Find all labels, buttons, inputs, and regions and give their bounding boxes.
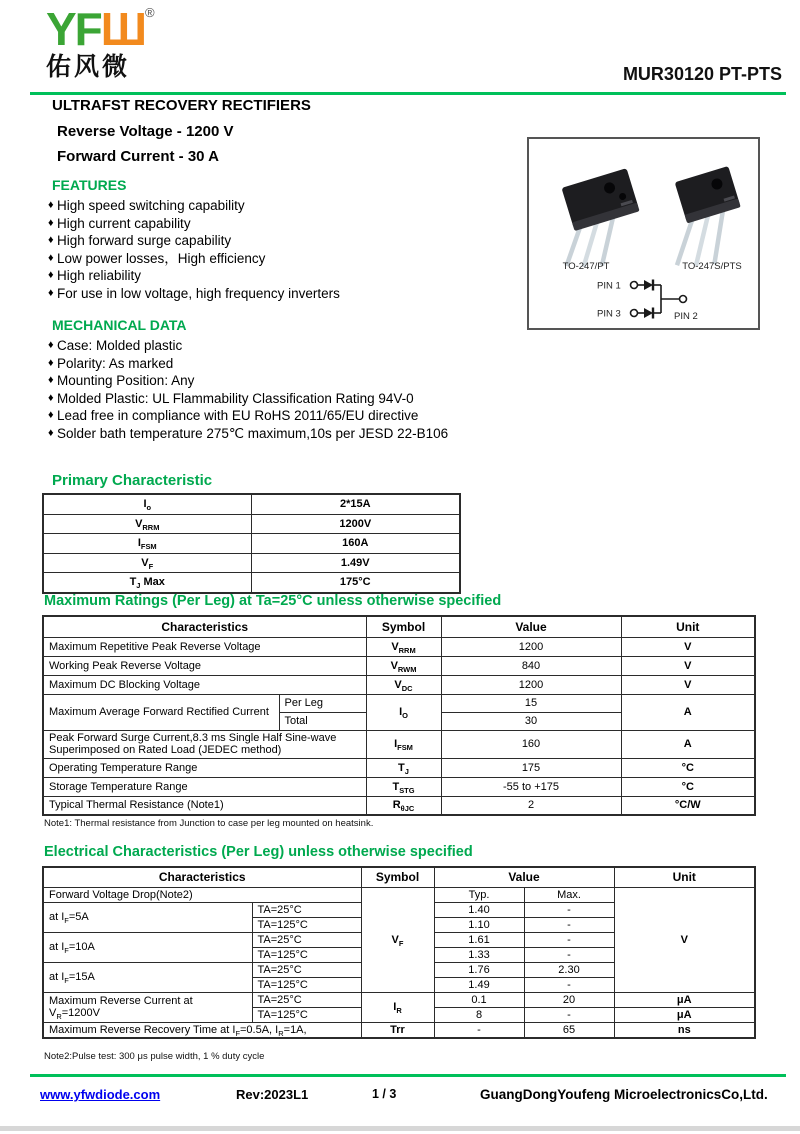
ta-condition: TA=25°C: [252, 962, 361, 977]
electrical-heading: Electrical Characteristics (Per Leg) unless otherwise specified: [44, 844, 473, 860]
package-label-left: TO-247/PT: [562, 261, 610, 272]
col-header-value: Value: [434, 867, 614, 887]
mechanical-item: ♦ Mounting Position: Any: [48, 373, 195, 388]
primary-value: 1200V: [251, 514, 460, 534]
ta-condition: TA=25°C: [252, 992, 361, 1007]
row-value: 15: [441, 694, 621, 712]
pin1-label: PIN 1: [597, 280, 621, 292]
typ-value: -: [434, 1022, 524, 1038]
row-unit: μA: [614, 1007, 755, 1022]
row-symbol: Trr: [361, 1022, 434, 1038]
col-header-symbol: Symbol: [366, 616, 441, 637]
ta-condition: TA=125°C: [252, 977, 361, 992]
pin3-label: PIN 3: [597, 308, 621, 320]
bullet-icon: ♦: [48, 374, 54, 386]
max-value: 65: [524, 1022, 614, 1038]
diode-cathode-bar: [652, 308, 654, 319]
bullet-icon: ♦: [48, 409, 54, 421]
row-label: Operating Temperature Range: [43, 758, 366, 777]
row-unit: A: [621, 730, 755, 758]
logo-latin: [46, 3, 155, 55]
mechanical-heading: MECHANICAL DATA: [52, 317, 187, 333]
primary-characteristic-table: [42, 493, 461, 594]
max-value: -: [524, 932, 614, 947]
mechanical-list: [48, 337, 480, 442]
ta-condition: TA=125°C: [252, 917, 361, 932]
typ-value: 1.10: [434, 917, 524, 932]
feature-item: ♦ High reliability: [48, 268, 142, 283]
max-value: -: [524, 902, 614, 917]
row-unit: V: [621, 637, 755, 656]
typ-value: 1.49: [434, 977, 524, 992]
row-value: 30: [441, 712, 621, 730]
row-label: Storage Temperature Range: [43, 777, 366, 796]
bullet-icon: ♦: [48, 269, 54, 281]
primary-heading: Primary Characteristic: [52, 472, 213, 489]
company-name: GuangDongYoufeng MicroelectronicsCo,Ltd.: [480, 1087, 768, 1102]
row-value: 1200: [441, 637, 621, 656]
bullet-icon: ♦: [48, 426, 54, 439]
row-label: Maximum Repetitive Peak Reverse Voltage: [43, 637, 366, 656]
mechanical-item: ♦ Lead free in compliance with EU RoHS 2011/65/EU directive: [48, 408, 419, 423]
row-symbol: $I_O$: [366, 694, 441, 730]
bullet-icon: ♦: [48, 216, 54, 229]
row-value: 160: [441, 730, 621, 758]
row-sublabel: Total: [279, 712, 366, 730]
max-value: -: [524, 1007, 614, 1022]
condition-label: at $I_F=10A$: [43, 932, 252, 962]
max-value: 2.30: [524, 962, 614, 977]
typ-subheader: Typ.: [434, 887, 524, 902]
typ-value: 1.76: [434, 962, 524, 977]
ta-condition: TA=125°C: [252, 1007, 361, 1022]
row-symbol: $R_{\theta JC}$: [366, 796, 441, 815]
max-value: -: [524, 977, 614, 992]
diode-symbol: [644, 308, 653, 318]
bullet-icon: ♦: [48, 234, 54, 246]
typ-value: 1.33: [434, 947, 524, 962]
feature-item: ♦ High speed switching capability: [48, 198, 245, 213]
company-logo: [46, 3, 155, 81]
condition-label: at $I_F=5A$: [43, 902, 252, 932]
features-heading: FEATURES: [52, 177, 127, 193]
primary-symbol: $I_o$: [43, 494, 251, 514]
primary-value: 1.49V: [251, 553, 460, 573]
ta-condition: TA=125°C: [252, 947, 361, 962]
row-symbol: $I_R$: [361, 992, 434, 1022]
feature-item: ♦ For use in low voltage, high frequency inverters: [48, 285, 340, 301]
row-unit: °C/W: [621, 796, 755, 815]
part-number-title: MUR30120 PT-PTS: [622, 64, 782, 84]
page-bottom-edge: [0, 1126, 800, 1131]
package-label-right: TO-247S/PTS: [682, 261, 742, 272]
row-label: Forward Voltage Drop(Note2): [43, 887, 361, 902]
col-header-value: Value: [441, 616, 621, 637]
col-header-symbol: Symbol: [361, 867, 434, 887]
diode-symbol: [644, 280, 653, 290]
footer-rule: [30, 1074, 786, 1077]
row-label: Peak Forward Surge Current,8.3 ms Single Half Sine-wave Superimposed on Rated Load (JEDEC method): [43, 730, 366, 758]
row-label: Typical Thermal Resistance (Note1): [43, 796, 366, 815]
diode-symbols: [644, 280, 654, 319]
row-sublabel: Per Leg: [279, 694, 366, 712]
row-value: -55 to +175: [441, 777, 621, 796]
mechanical-item: ♦ Polarity: As marked: [48, 355, 174, 371]
pin2-label: PIN 2: [674, 311, 698, 322]
to247-package-drawing: [544, 168, 651, 275]
logo-chinese-name: 佑风微: [46, 53, 131, 81]
max-value: 20: [524, 992, 614, 1007]
forward-current-line: Forward Current - 30 A: [57, 148, 219, 165]
row-symbol: $V_{DC}$: [366, 675, 441, 694]
row-value: 840: [441, 656, 621, 675]
condition-label: at $I_F=15A$: [43, 962, 252, 992]
bullet-icon: ♦: [48, 339, 54, 351]
mechanical-item: ♦ Case: Molded plastic: [48, 338, 183, 353]
typ-value: 8: [434, 1007, 524, 1022]
row-symbol: $T_J$: [366, 758, 441, 777]
ta-condition: TA=25°C: [252, 932, 361, 947]
primary-symbol: $I_{FSM}$: [43, 534, 251, 554]
row-unit: A: [621, 694, 755, 730]
primary-value: 175°C: [251, 573, 460, 593]
row-label: Maximum Reverse Recovery Time at $I_F=0.5A$, $I_R=1A$,: [43, 1022, 361, 1038]
col-header-unit: Unit: [614, 867, 755, 887]
registered-trademark-icon: ®: [145, 5, 155, 20]
diode-cathode-bar: [652, 280, 654, 291]
package-illustration: [529, 139, 758, 328]
primary-symbol: $V_{RRM}$: [43, 514, 251, 534]
bullet-icon: ♦: [48, 391, 54, 404]
typ-value: 0.1: [434, 992, 524, 1007]
row-value: 2: [441, 796, 621, 815]
product-title: ULTRAFST RECOVERY RECTIFIERS: [52, 97, 311, 114]
bullet-icon: ♦: [48, 286, 54, 299]
electrical-table: [42, 866, 756, 1039]
primary-value: 2*15A: [251, 494, 460, 514]
row-unit: V: [621, 675, 755, 694]
primary-symbol: $T_J$ Max: [43, 573, 251, 593]
reverse-voltage-line: Reverse Voltage - 1200 V: [57, 123, 234, 140]
logo-yf: YF: [46, 3, 101, 55]
features-list: [48, 197, 498, 302]
row-label: Maximum Reverse Current at $V_R=1200V$: [43, 992, 252, 1022]
row-label: Working Peak Reverse Voltage: [43, 656, 366, 675]
row-label: Maximum DC Blocking Voltage: [43, 675, 366, 694]
primary-symbol: $V_F$: [43, 553, 251, 573]
note1: Note1: Thermal resistance from Junction to case per leg mounted on heatsink.: [44, 818, 374, 829]
max-ratings-heading: Maximum Ratings (Per Leg) at Ta=25°C unless otherwise specified: [44, 593, 502, 609]
mechanical-item: ♦ Molded Plastic: UL Flammability Classification Rating 94V-0: [48, 390, 414, 406]
row-unit: V: [621, 656, 755, 675]
row-label: Maximum Average Forward Rectified Current: [43, 694, 279, 730]
row-symbol: $V_{RRM}$: [366, 637, 441, 656]
col-header-unit: Unit: [621, 616, 755, 637]
feature-item: ♦ Low power losses，High efficiency: [48, 250, 266, 266]
revision-label: Rev:2023L1: [236, 1087, 309, 1102]
max-ratings-table: [42, 615, 756, 816]
row-value: 1200: [441, 675, 621, 694]
typ-value: 1.40: [434, 902, 524, 917]
bullet-icon: ♦: [48, 356, 54, 369]
bullet-icon: ♦: [48, 199, 54, 211]
website-link[interactable]: www.yfwdiode.com: [40, 1087, 161, 1102]
to247s-package-drawing: [654, 166, 755, 275]
row-symbol: $V_F$: [361, 887, 434, 992]
row-unit: ns: [614, 1022, 755, 1038]
feature-item: ♦ High forward surge capability: [48, 233, 232, 248]
row-unit: °C: [621, 758, 755, 777]
feature-item: ♦ High current capability: [48, 215, 191, 231]
max-value: -: [524, 917, 614, 932]
typ-value: 1.61: [434, 932, 524, 947]
ta-condition: TA=25°C: [252, 902, 361, 917]
bullet-icon: ♦: [48, 251, 54, 264]
header-rule: [30, 92, 786, 95]
row-unit: μA: [614, 992, 755, 1007]
row-symbol: $V_{RWM}$: [366, 656, 441, 675]
col-header-characteristics: Characteristics: [43, 867, 361, 887]
primary-value: 160A: [251, 534, 460, 554]
note2: Note2:Pulse test: 300 μs pulse width, 1 % duty cycle: [44, 1051, 265, 1062]
row-unit: V: [614, 887, 755, 992]
page-number: 1 / 3: [372, 1087, 397, 1101]
row-symbol: $I_{FSM}$: [366, 730, 441, 758]
row-unit: °C: [621, 777, 755, 796]
max-subheader: Max.: [524, 887, 614, 902]
row-symbol: $T_{STG}$: [366, 777, 441, 796]
package-diagram-box: [527, 137, 760, 330]
row-value: 175: [441, 758, 621, 777]
max-value: -: [524, 947, 614, 962]
mechanical-item: ♦ Solder bath temperature 275℃ maximum,10s per JESD 22-B106: [48, 425, 449, 441]
logo-w-icon: Ш: [100, 3, 146, 55]
col-header-characteristics: Characteristics: [43, 616, 366, 637]
